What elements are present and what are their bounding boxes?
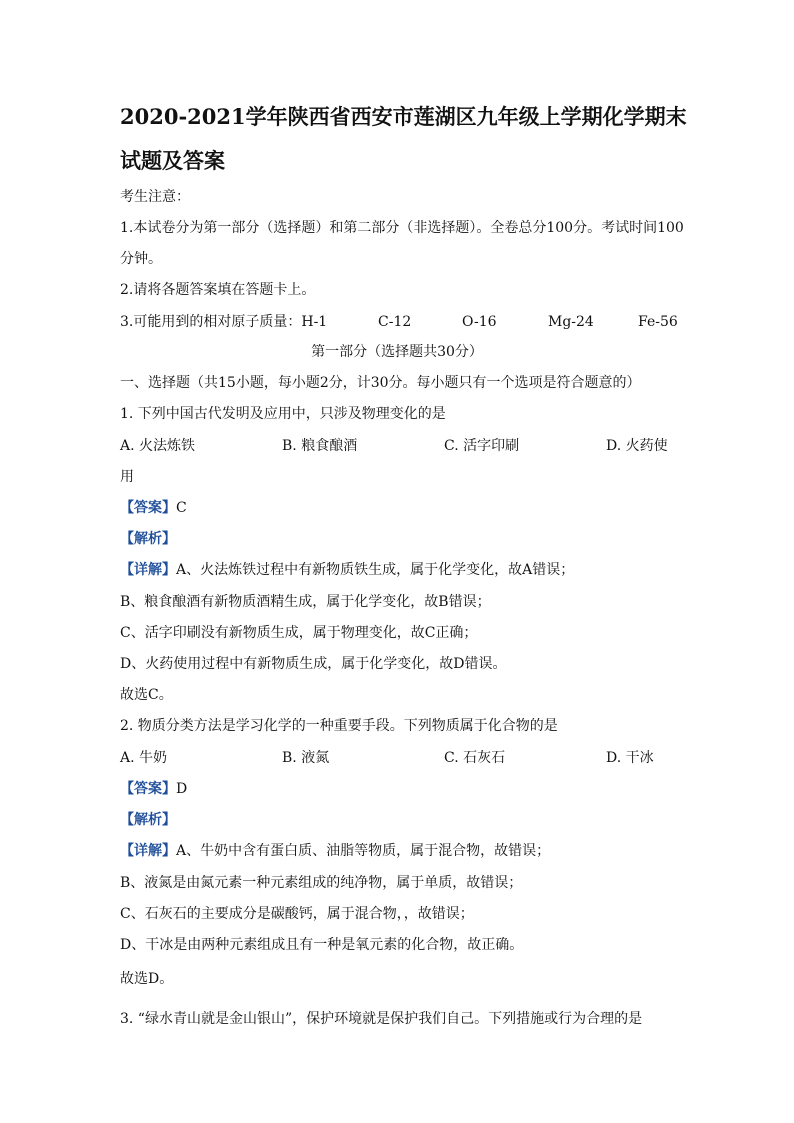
- question-2-option-b: B. 液氮: [282, 750, 330, 766]
- notice-item-2: 2.请将各题答案填在答题卡上。: [120, 282, 316, 298]
- detail-tag: 【详解】: [120, 843, 176, 859]
- question-1-detail-d: D、火药使用过程中有新物质生成，属于化学变化，故D错误。: [120, 656, 507, 672]
- question-2-stem: 2. 物质分类方法是学习化学的一种重要手段。下列物质属于化合物的是: [120, 718, 558, 734]
- question-1-answer: [120, 499, 187, 517]
- question-2-conclusion: 故选D。: [120, 971, 174, 987]
- notice-item-1-cont: 分钟。: [120, 251, 162, 267]
- notice-item-3-label: 3.可能用到的相对原子质量：H-1: [120, 314, 328, 330]
- notice-item-1: 1.本试卷分为第一部分（选择题）和第二部分（非选择题）。全卷总分100分。考试时间100: [120, 220, 684, 236]
- analysis-tag: 【解析】: [120, 812, 176, 828]
- atomic-mass-o: O-16: [462, 314, 497, 330]
- detail-tag: 【详解】: [120, 562, 176, 578]
- question-2-option-d: D. 干冰: [606, 750, 654, 766]
- analysis-tag: 【解析】: [120, 531, 176, 547]
- question-1-detail-b: B、粮食酿酒有新物质酒精生成，属于化学变化，故B错误；: [120, 594, 491, 610]
- notice-heading: 考生注意：: [120, 189, 190, 205]
- answer-tag: 【答案】: [120, 781, 176, 797]
- document-title-line-1: 2020-2021学年陕西省西安市莲湖区九年级上学期化学期末: [120, 104, 687, 129]
- question-2-detail-b: B、液氮是由氮元素一种元素组成的纯净物，属于单质，故错误；: [120, 875, 523, 891]
- question-2-detail-d: D、干冰是由两种元素组成且有一种是氧元素的化合物，故正确。: [120, 937, 524, 953]
- answer-value: D: [176, 781, 188, 797]
- question-2-option-a: A. 牛奶: [120, 750, 168, 766]
- question-1-option-b: B. 粮食酿酒: [282, 438, 358, 454]
- question-1-detail-c: C、活字印刷没有新物质生成，属于物理变化，故C正确；: [120, 625, 478, 641]
- question-1-detail-a: [120, 561, 574, 579]
- detail-text: A、火法炼铁过程中有新物质铁生成，属于化学变化，故A错误；: [176, 562, 575, 578]
- question-1-conclusion: 故选C。: [120, 687, 173, 703]
- question-1-option-c: C. 活字印刷: [444, 438, 520, 454]
- question-3-stem: 3. “绿水青山就是金山银山”，保护环境就是保护我们自己。下列措施或行为合理的是: [120, 1011, 643, 1027]
- answer-value: C: [176, 500, 187, 516]
- atomic-mass-mg: Mg-24: [548, 314, 594, 330]
- question-1-option-d-wrap: 用: [120, 469, 134, 485]
- question-2-answer: [120, 780, 187, 798]
- question-1-option-d: D. 火药使: [606, 438, 668, 454]
- atomic-mass-c: C-12: [378, 314, 412, 330]
- question-2-detail-c: C、石灰石的主要成分是碳酸钙，属于混合物，，故错误；: [120, 906, 474, 922]
- question-1-option-a: A. 火法炼铁: [120, 438, 196, 454]
- question-2-analysis: [120, 811, 176, 829]
- atomic-mass-fe: Fe-56: [638, 314, 678, 330]
- question-2-option-c: C. 石灰石: [444, 750, 506, 766]
- answer-tag: 【答案】: [120, 500, 176, 516]
- section-instructions: 一、选择题（共15小题，每小题2分，计30分。每小题只有一个选项是符合题意的）: [120, 375, 641, 391]
- part-1-heading: 第一部分（选择题共30分）: [311, 344, 483, 360]
- question-1-stem: 1. 下列中国古代发明及应用中，只涉及物理变化的是: [120, 406, 446, 422]
- document-title-line-2: 试题及答案: [120, 148, 225, 173]
- detail-text: A、牛奶中含有蛋白质、油脂等物质，属于混合物，故错误；: [176, 843, 551, 859]
- question-1-analysis: [120, 530, 176, 548]
- question-2-detail-a: [120, 842, 550, 860]
